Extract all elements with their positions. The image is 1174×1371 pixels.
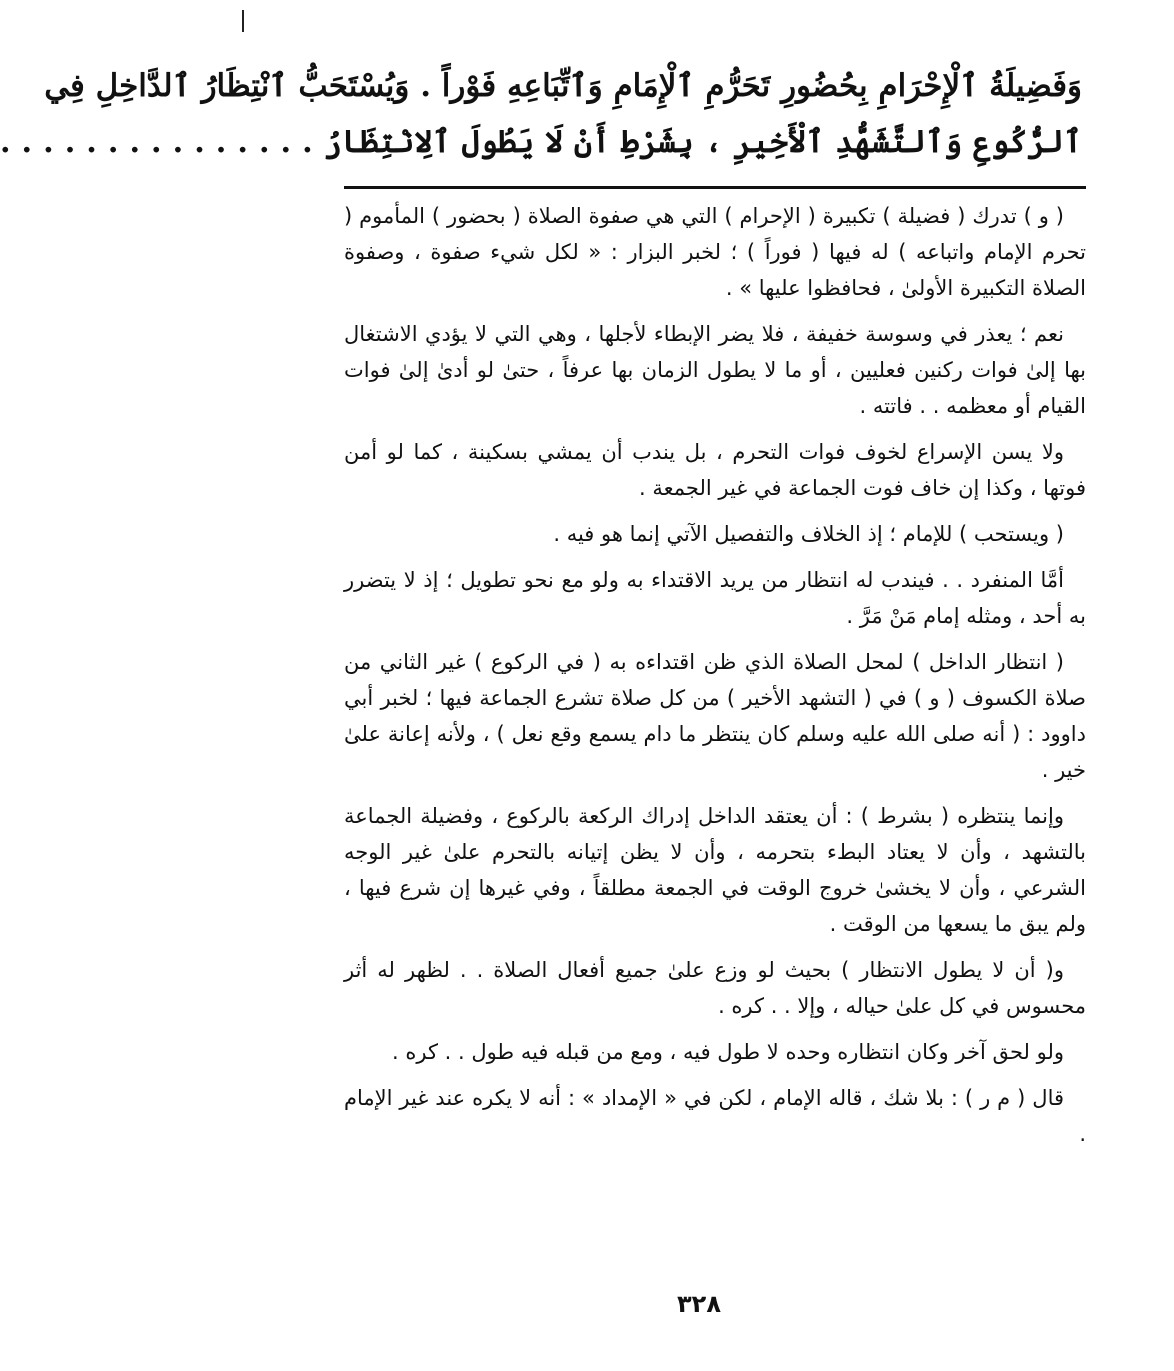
commentary-paragraph: ( انتظار الداخل ) لمحل الصلاة الذي ظن اقتداءه به ( في الركوع ) غير الثاني من صلاة الكسوف ( و ) في ( التشهد الأخير ) من كل صلاة تشرع الجماعة فيها ؛ لخبر أبي داوود : ( أنه صلى الله عليه وسلم كان ينتظر ما دام يسمع وقع نعل ) ، ولأنه إعانة علىٰ خير . — [344, 650, 1086, 782]
matn-text — [0, 58, 1082, 170]
commentary-paragraph: ( و ) تدرك ( فضيلة ) تكبيرة ( الإحرام ) التي هي صفوة الصلاة ( بحضور ) المأموم ( تحرم الإمام واتباعه ) له فيها ( فوراً ) ؛ لخبر البزار : « لكل شيء صفوة ، وصفوة الصلاة التكبيرة الأولىٰ ، فحافظوا عليها » . — [344, 204, 1086, 300]
commentary-paragraph: ( ويستحب ) للإمام ؛ إذ الخلاف والتفصيل الآتي إنما هو فيه . — [553, 522, 1064, 546]
commentary-text — [344, 198, 1086, 1162]
matn-line: ٱلرُّكُوعِ وَٱلتَّشَهُّدِ ٱلْأَخِيرِ ، بِشَرْطِ أَنْ لَا يَطُولَ ٱلِانْتِظَارُ . . . . . . . . . . . . . . . — [0, 124, 1082, 160]
divider-line — [344, 186, 1086, 189]
scan-edge-mark — [242, 10, 244, 32]
commentary-paragraph: أمَّا المنفرد . . فيندب له انتظار من يريد الاقتداء به ولو مع نحو تطويل ؛ إذ لا يتضرر به أحد ، ومثله إمام مَنْ مَرَّ . — [344, 568, 1086, 628]
commentary-paragraph: ولو لحق آخر وكان انتظاره وحده لا طول فيه ، ومع من قبله فيه طول . . كره . — [392, 1040, 1064, 1064]
commentary-paragraph: ولا يسن الإسراع لخوف فوات التحرم ، بل يندب أن يمشي بسكينة ، كما لو أمن فوتها ، وكذا إن خاف فوت الجماعة في غير الجمعة . — [344, 440, 1086, 500]
page-number: ٣٢٨ — [677, 1290, 721, 1318]
matn-line: وَفَضِيلَةُ ٱلْإِحْرَامِ بِحُضُورِ تَحَرُّمِ ٱلْإِمَامِ وَٱتِّبَاعِهِ فَوْراً . وَيُسْتَحَبُّ ٱنْتِظَارُ ٱلدَّاخِلِ فِي — [44, 68, 1082, 104]
commentary-paragraph: نعم ؛ يعذر في وسوسة خفيفة ، فلا يضر الإبطاء لأجلها ، وهي التي لا يؤدي الاشتغال بها إلىٰ فوات ركنين فعليين ، أو ما لا يطول الزمان بها عرفاً ، حتىٰ لو أدىٰ إلىٰ فوات القيام أو معظمه . . فاتته . — [344, 322, 1086, 418]
commentary-paragraph: قال ( م ر ) : بلا شك ، قاله الإمام ، لكن في « الإمداد » : أنه لا يكره عند غير الإمام . — [344, 1086, 1086, 1146]
commentary-paragraph: و( أن لا يطول الانتظار ) بحيث لو وزع علىٰ جميع أفعال الصلاة . . لظهر له أثر محسوس في كل علىٰ حياله ، وإلا . . كره . — [344, 958, 1086, 1018]
commentary-paragraph: وإنما ينتظره ( بشرط ) : أن يعتقد الداخل إدراك الركعة بالركوع ، وفضيلة الجماعة بالتشهد ، وأن لا يعتاد البطء بتحرمه ، وأن لا يظن إتيانه بالتحرم علىٰ غير الوجه الشرعي ، وأن لا يخشىٰ خروج الوقت في الجمعة مطلقاً ، وفي غيرها إن شرع فيها ، ولم يبق ما يسعها من الوقت . — [344, 804, 1086, 936]
